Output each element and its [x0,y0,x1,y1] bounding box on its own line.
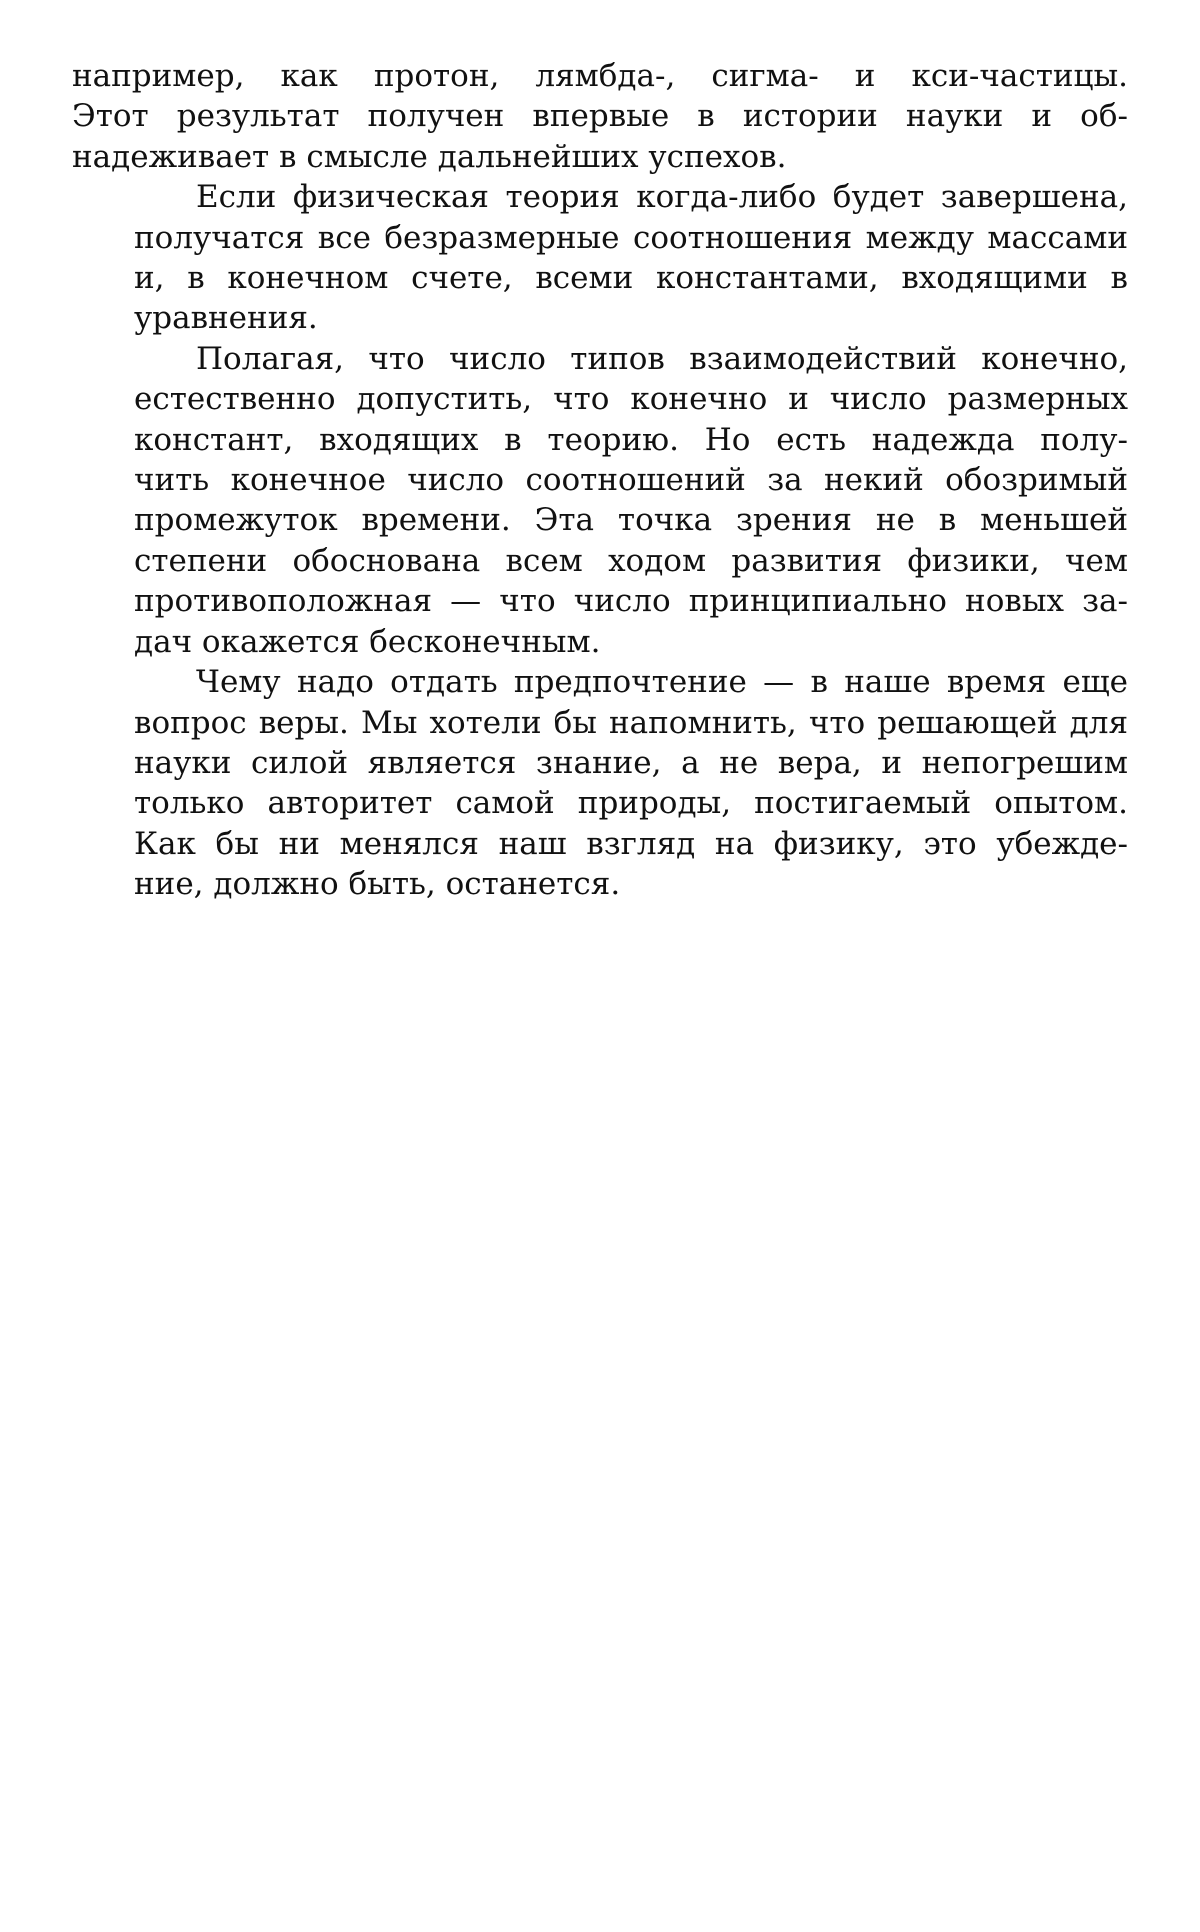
text-line: надеживает в смысле дальнейших успехов. [72,138,787,175]
body-text [72,56,1128,905]
text-line: уравнения. [134,300,318,337]
text-line: противоположная — что число принципиально новых за- [134,583,1128,620]
text-line: Как бы ни менялся наш взгляд на физику, это убежде- [134,825,1128,862]
text-line: Если физическая теория когда-либо будет завершена, [196,179,1128,216]
text-line: и, в конечном счете, всеми константами, входящими в [134,260,1128,297]
text-line: ние, должно быть, останется. [134,866,621,903]
text-line: дач окажется бесконечным. [134,623,601,660]
text-line: Полагая, что число типов взаимодействий конечно, [196,340,1128,377]
text-line: Чему надо отдать предпочтение — в наше время еще [196,664,1128,701]
text-line: промежуток времени. Эта точка зрения не в меньшей [134,502,1128,539]
text-line: степени обоснована всем ходом развития физики, чем [134,542,1128,579]
text-line: естественно допустить, что конечно и число размерных [134,381,1128,418]
paragraph-1 [72,56,1128,177]
text-line: науки силой является знание, а не вера, и непогрешим [134,744,1128,781]
text-line: чить конечное число соотношений за некий обозримый [134,462,1128,499]
text-line: Этот результат получен впервые в истории науки и об- [72,98,1128,135]
text-line: только авторитет самой природы, постигаемый опытом. [134,785,1128,822]
text-line: например, как протон, лямбда-, сигма- и кси-частицы. [72,58,1128,94]
paragraph-4 [72,662,1128,904]
text-line: констант, входящих в теорию. Но есть надежда полу- [134,421,1128,458]
paragraph-2 [72,177,1128,339]
text-line: получатся все безразмерные соотношения между массами [134,219,1128,256]
paragraph-3 [72,339,1128,662]
text-line: вопрос веры. Мы хотели бы напомнить, что решающей для [134,704,1128,741]
